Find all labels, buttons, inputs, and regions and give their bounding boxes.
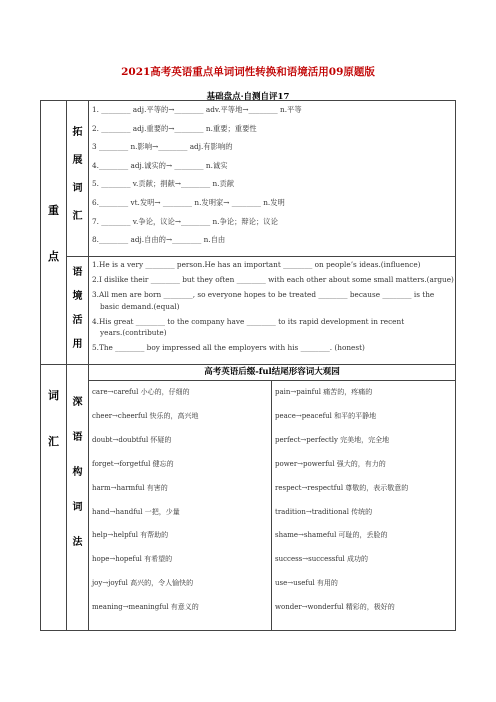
left-label-char: 词: [48, 389, 59, 402]
page-title: 2021高考英语重点单词词性转换和语境活用09原题版: [121, 66, 375, 78]
word-pair: peace→peaceful 和平的平静地: [275, 411, 377, 420]
context-exercises: [89, 257, 456, 365]
word-pair: use→useful 有用的: [275, 579, 338, 588]
vocab-table: [40, 100, 455, 631]
sentence-line: years.(contribute): [100, 328, 167, 338]
sentence-line: 5.The ________ boy impressed all the employers with his ________. (honest): [92, 343, 365, 353]
left-label-key: [41, 101, 67, 365]
section-label-deep: [67, 365, 89, 631]
page-subtitle: 基础盘点·自测自评17: [206, 92, 290, 102]
word-pair: hope→hopeful 有希望的: [92, 555, 173, 564]
section-label-context: [67, 257, 89, 365]
left-label-vocab: [41, 365, 67, 631]
word-pair: cheer→cheerful 快乐的，高兴地: [92, 411, 199, 420]
exercise-line: 1. ________ adj.平等的→________ adv.平等地→________ n.平等: [92, 105, 302, 114]
word-pair: perfect→perfectly 完美地，完全地: [275, 435, 390, 444]
label-char: 拓: [72, 127, 83, 138]
sentence-line: 1.He is a very ________ person.He has an important ________ on people’s ideas.(influence): [92, 260, 421, 269]
left-label-char: 汇: [48, 435, 59, 448]
suffix-band-title: 高考英语后缀-ful结尾形容词大观园: [89, 365, 456, 381]
label-char: 深: [72, 397, 83, 408]
word-pair: help→helpful 有帮助的: [92, 531, 169, 540]
label-char: 构: [72, 467, 83, 478]
left-label-char: 重: [48, 203, 59, 217]
sentence-line: 3.All men are born ________, so everyone hopes to be treated ________ because ________ is the: [92, 290, 435, 300]
sentence-line: 2.I dislike their ________ but they often ________ with each other about some small matters.(argue): [92, 275, 454, 285]
section-label-expand: [67, 101, 89, 257]
word-pair: hand→handful 一把，少量: [92, 507, 180, 516]
word-pair: care→careful 小心的，仔细的: [92, 388, 190, 396]
exercise-line: 3 ________ n.影响→________ adj.有影响的: [92, 142, 233, 152]
exercise-line: 8.________ adj.自由的→________ n.自由: [92, 235, 226, 245]
exercise-line: 2. ________ adj.重要的→________ n.重要；重要性: [92, 123, 257, 133]
word-pair: joy→joyful 高兴的，令人愉快的: [92, 579, 194, 588]
label-char: 用: [72, 339, 83, 350]
word-pair: power→powerful 强大的，有力的: [275, 459, 386, 468]
word-pair: shame→shameful 可耻的，丢脸的: [275, 531, 388, 540]
exercise-line: 6.________ vt.发明→ ________ n.发明家→ ________ n.发明: [92, 197, 285, 207]
suffix-right-column: [272, 381, 456, 631]
expand-exercises: [89, 101, 456, 257]
label-char: 语: [72, 267, 83, 278]
label-char: 法: [72, 537, 83, 548]
word-pair: harm→harmful 有害的: [92, 483, 168, 492]
word-pair: forget→forgetful 健忘的: [92, 459, 174, 468]
exercise-line: 4.________ adj.诚实的→ ________ n.诚实: [92, 160, 228, 170]
suffix-left-column: [89, 381, 272, 631]
label-char: 汇: [72, 211, 83, 222]
label-char: 词: [72, 502, 83, 513]
label-char: 展: [72, 155, 83, 166]
word-pair: success→successful 成功的: [275, 555, 368, 564]
label-char: 语: [72, 432, 83, 443]
word-pair: meaning→meaningful 有意义的: [92, 603, 199, 612]
sentence-line: basic demand.(equal): [100, 301, 180, 311]
word-pair: tradition→traditional 传统的: [275, 507, 373, 516]
label-char: 活: [72, 315, 83, 326]
word-pair: respect→respectful 尊敬的，表示敬意的: [275, 483, 409, 492]
exercise-line: 7. ________ v.争论，议论→________ n.争论；辩论；议论: [92, 216, 278, 226]
word-pair: pain→painful 痛苦的，疼痛的: [275, 388, 373, 396]
word-pair: doubt→doubtful 怀疑的: [92, 435, 172, 444]
left-label-char: 点: [48, 249, 59, 263]
sentence-line: 4.His great ________ to the company have ________ to its rapid development in recent: [92, 316, 405, 326]
label-char: 词: [72, 183, 83, 194]
word-pair: wonder→wonderful 精彩的，极好的: [275, 603, 395, 612]
exercise-line: 5. ________ v.贡献；捐献→________ n.贡献: [92, 179, 235, 189]
label-char: 境: [72, 291, 83, 302]
